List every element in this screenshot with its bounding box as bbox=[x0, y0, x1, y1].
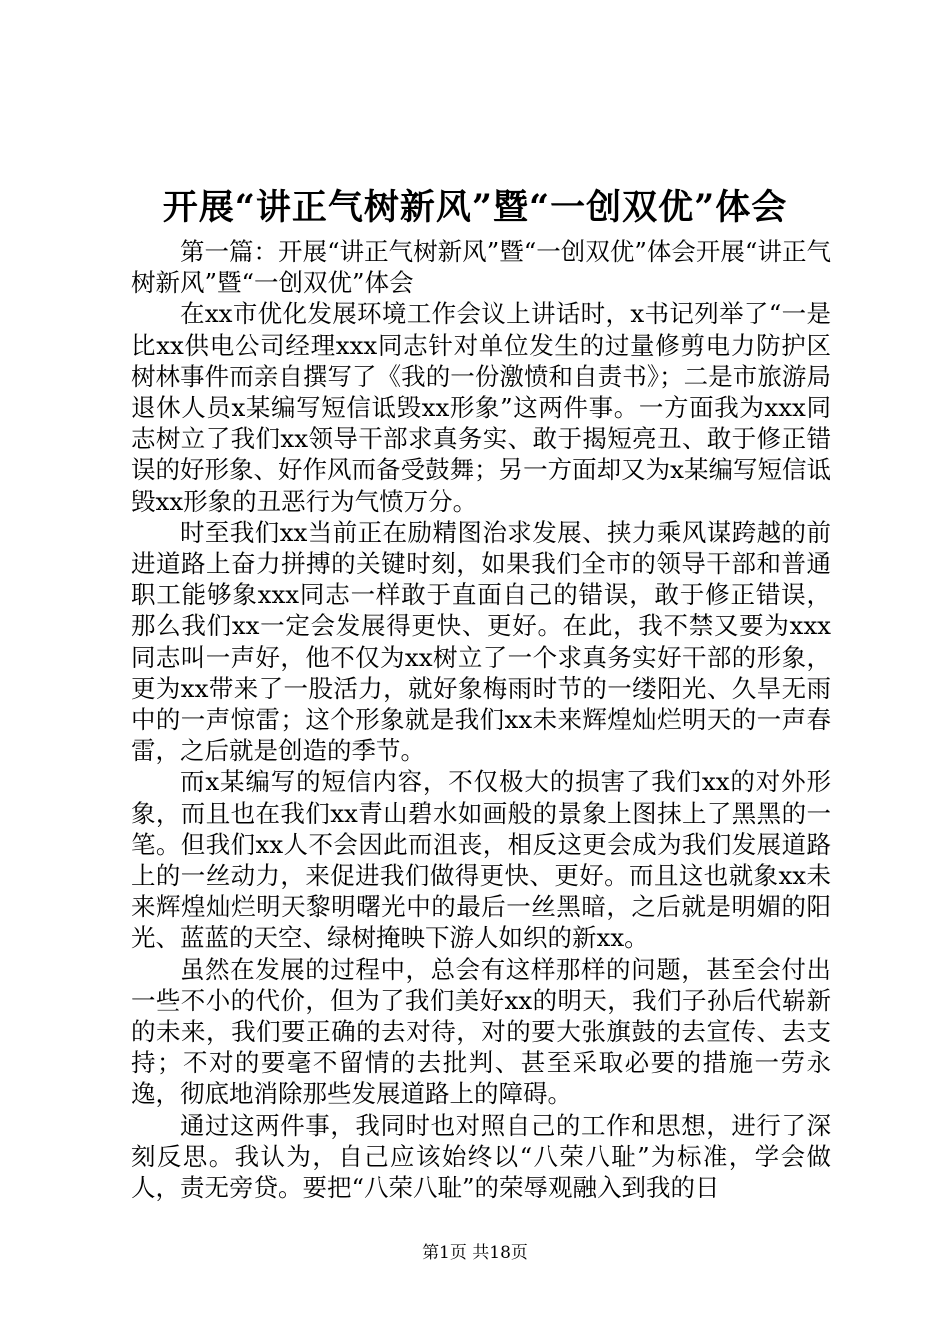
document-title: 开展“讲正气树新风”暨“一创双优”体会 bbox=[162, 187, 788, 228]
paragraph-4: 而x某编写的短信内容，不仅极大的损害了我们xx的对外形象，而且也在我们xx青山碧水如画般的景象上图抹上了黑黑的一笔。但我们xx人不会因此而沮丧，相反这更会成为我们发展道路上的一丝动力，来促进我们做得更快、更好。而且这也就象xx未来辉煌灿烂明天黎明曙光中的最后一丝黑暗，之后就是明媚的阳光、蓝蓝的天空、绿树掩映下游人如织的新xx。 bbox=[131, 767, 831, 953]
paragraph-3: 时至我们xx当前正在励精图治求发展、挟力乘风谋跨越的前进道路上奋力拼搏的关键时刻，如果我们全市的领导干部和普通职工能够象xxx同志一样敢于直面自己的错误，敢于修正错误，那么我们xx一定会发展得更快、更好。在此，我不禁又要为xxx同志叫一声好，他不仅为xx树立了一个求真务实好干部的形象，更为xx带来了一股活力，就好象梅雨时节的一缕阳光、久旱无雨中的一声惊雷；这个形象就是我们xx未来辉煌灿烂明天的一声春雷，之后就是创造的季节。 bbox=[131, 517, 831, 766]
paragraph-2: 在xx市优化发展环境工作会议上讲话时，x书记列举了“一是比xx供电公司经理xxx同志针对单位发生的过量修剪电力防护区树林事件而亲自撰写了《我的一份激愤和自责书》；二是市旅游局退休人员x某编写短信诋毁xx形象”这两件事。一方面我为xxx同志树立了我们xx领导干部求真务实、敢于揭短亮丑、敢于修正错误的好形象、好作风而备受鼓舞；另一方面却又为x某编写短信诋毁xx形象的丑恶行为气愤万分。 bbox=[131, 299, 831, 516]
paragraph-5: 虽然在发展的过程中，总会有这样那样的问题，甚至会付出一些不小的代价，但为了我们美好xx的明天，我们子孙后代崭新的未来，我们要正确的去对待，对的要大张旗鼓的去宣传、去支持；不对的要毫不留情的去批判、甚至采取必要的措施一劳永逸，彻底地消除那些发展道路上的障碍。 bbox=[131, 954, 831, 1109]
document-body bbox=[131, 236, 831, 1203]
paragraph-6: 通过这两件事，我同时也对照自己的工作和思想，进行了深刻反思。我认为，自己应该始终以“八荣八耻”为标准，学会做人，责无旁贷。要把“八荣八耻”的荣辱观融入到我的日 bbox=[131, 1110, 831, 1203]
paragraph-1: 第一篇：开展“讲正气树新风”暨“一创双优”体会开展“讲正气树新风”暨“一创双优”体会 bbox=[131, 237, 831, 298]
page-number-footer: 第1页 共18页 bbox=[422, 1243, 528, 1263]
